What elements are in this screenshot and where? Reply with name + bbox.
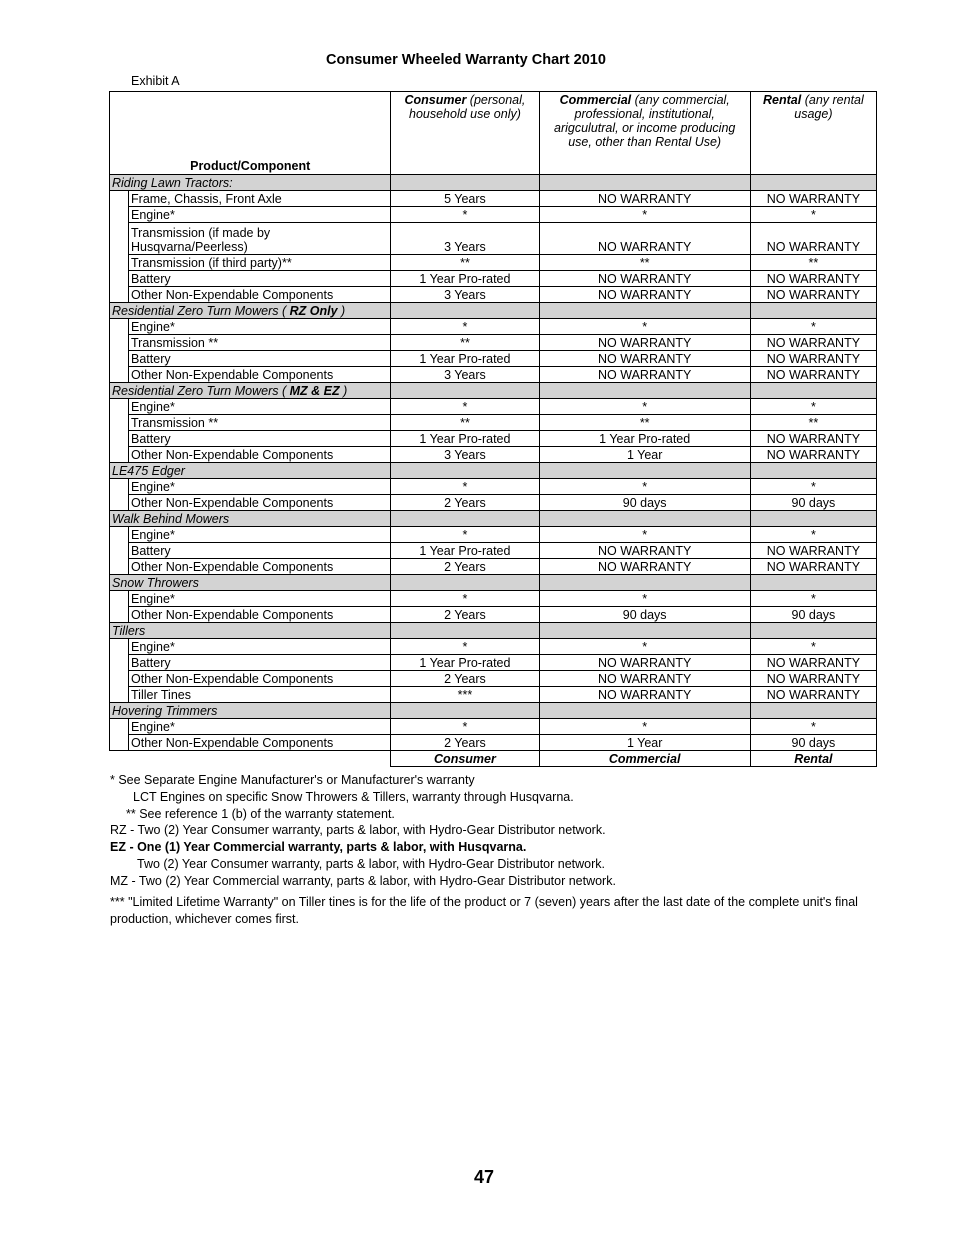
table-row — [110, 735, 877, 751]
section-label — [110, 623, 391, 639]
component-name: Battery — [129, 271, 391, 287]
section-label-model: RZ Only — [289, 304, 338, 318]
rental-warranty-cell: ** — [750, 415, 876, 431]
component-name: Other Non-Expendable Components — [129, 495, 391, 511]
table-row — [110, 543, 877, 559]
component-name: Battery — [129, 543, 391, 559]
table-row — [110, 399, 877, 415]
section-header-row — [110, 463, 877, 479]
rental-warranty-cell: * — [750, 527, 876, 543]
consumer-warranty-cell: ** — [391, 335, 539, 351]
table-header-row — [110, 92, 877, 175]
table-row — [110, 207, 877, 223]
commercial-warranty-cell: NO WARRANTY — [539, 351, 750, 367]
footer-spacer — [110, 751, 391, 767]
section-consumer-cell — [391, 703, 539, 719]
table-row — [110, 367, 877, 383]
rental-warranty-cell: NO WARRANTY — [750, 335, 876, 351]
commercial-warranty-cell: * — [539, 527, 750, 543]
row-indent-cell — [110, 335, 129, 351]
component-name: Engine* — [129, 479, 391, 495]
row-indent-cell — [110, 271, 129, 287]
section-rental-cell — [750, 511, 876, 527]
footnote-rz: RZ - Two (2) Year Consumer warranty, parts & labor, with Hydro-Gear Distributor network. — [110, 823, 606, 838]
commercial-warranty-cell: NO WARRANTY — [539, 335, 750, 351]
table-row — [110, 479, 877, 495]
footnote-engine: * See Separate Engine Manufacturer's or Manufacturer's warranty — [110, 773, 475, 787]
consumer-warranty-cell: 1 Year Pro-rated — [391, 271, 539, 287]
section-label-text: Walk Behind Mowers — [112, 512, 230, 526]
component-name: Other Non-Expendable Components — [129, 735, 391, 751]
commercial-warranty-cell: * — [539, 479, 750, 495]
rental-warranty-cell: NO WARRANTY — [750, 223, 876, 255]
rental-warranty-cell: * — [750, 399, 876, 415]
section-label-text: Residential Zero Turn Mowers ( — [112, 384, 290, 398]
table-row — [110, 527, 877, 543]
row-indent-cell — [110, 479, 129, 495]
rental-warranty-cell: NO WARRANTY — [750, 367, 876, 383]
section-commercial-cell — [539, 303, 750, 319]
row-indent-cell — [110, 223, 129, 255]
footnote-tiller-tines: *** "Limited Lifetime Warranty" on Tiller tines is for the life of the product or 7 (seven) years after the last date of the complete unit's final production, whichever comes first. — [110, 894, 858, 927]
rental-warranty-cell: NO WARRANTY — [750, 271, 876, 287]
consumer-warranty-cell: ** — [391, 415, 539, 431]
component-name: Other Non-Expendable Components — [129, 367, 391, 383]
commercial-warranty-cell: 1 Year — [539, 447, 750, 463]
table-row — [110, 255, 877, 271]
table-row — [110, 655, 877, 671]
rental-warranty-cell: NO WARRANTY — [750, 687, 876, 703]
section-header-row — [110, 383, 877, 399]
column-header-title: Consumer — [404, 93, 467, 107]
component-name: Engine* — [129, 591, 391, 607]
row-indent-cell — [110, 671, 129, 687]
table-row — [110, 351, 877, 367]
commercial-warranty-cell: * — [539, 207, 750, 223]
consumer-warranty-cell: 2 Years — [391, 671, 539, 687]
section-header-row — [110, 511, 877, 527]
rental-warranty-cell: NO WARRANTY — [750, 447, 876, 463]
consumer-warranty-cell: 2 Years — [391, 735, 539, 751]
component-name: Other Non-Expendable Components — [129, 447, 391, 463]
consumer-warranty-cell: * — [391, 319, 539, 335]
rental-warranty-cell: NO WARRANTY — [750, 431, 876, 447]
table-row — [110, 431, 877, 447]
commercial-warranty-cell: NO WARRANTY — [539, 271, 750, 287]
consumer-warranty-cell: * — [391, 399, 539, 415]
component-name: Engine* — [129, 719, 391, 735]
section-label — [110, 575, 391, 591]
consumer-warranty-cell: 5 Years — [391, 191, 539, 207]
consumer-warranty-cell: 2 Years — [391, 495, 539, 511]
section-label-model: MZ & EZ — [289, 384, 340, 398]
table-row — [110, 671, 877, 687]
component-name: Engine* — [129, 207, 391, 223]
row-indent-cell — [110, 543, 129, 559]
table-row — [110, 415, 877, 431]
table-row — [110, 495, 877, 511]
section-label — [110, 463, 391, 479]
rental-warranty-cell: 90 days — [750, 495, 876, 511]
table-row — [110, 719, 877, 735]
consumer-warranty-cell: * — [391, 207, 539, 223]
commercial-warranty-cell: NO WARRANTY — [539, 287, 750, 303]
commercial-warranty-cell: 90 days — [539, 495, 750, 511]
section-commercial-cell — [539, 463, 750, 479]
consumer-warranty-cell: ** — [391, 255, 539, 271]
section-header-row — [110, 703, 877, 719]
column-header-description: (personal, household use only) — [409, 93, 526, 121]
footnote-mz: MZ - Two (2) Year Commercial warranty, parts & labor, with Hydro-Gear Distributor network. — [110, 873, 616, 888]
footnote-ez-consumer: Two (2) Year Consumer warranty, parts & labor, with Hydro-Gear Distributor network. — [137, 856, 605, 871]
component-name: Transmission ** — [129, 335, 391, 351]
section-consumer-cell — [391, 303, 539, 319]
warranty-table — [109, 91, 877, 767]
commercial-warranty-cell: 1 Year Pro-rated — [539, 431, 750, 447]
rental-warranty-cell: NO WARRANTY — [750, 191, 876, 207]
section-rental-cell — [750, 623, 876, 639]
table-row — [110, 335, 877, 351]
commercial-warranty-cell: ** — [539, 415, 750, 431]
component-name: Other Non-Expendable Components — [129, 559, 391, 575]
consumer-warranty-cell: 3 Years — [391, 367, 539, 383]
section-header-row — [110, 623, 877, 639]
rental-warranty-cell: * — [750, 207, 876, 223]
section-label-text: Residential Zero Turn Mowers ( — [112, 304, 290, 318]
row-indent-cell — [110, 655, 129, 671]
commercial-warranty-cell: NO WARRANTY — [539, 559, 750, 575]
component-name: Transmission ** — [129, 415, 391, 431]
row-indent-cell — [110, 687, 129, 703]
table-row — [110, 559, 877, 575]
section-label-text: Hovering Trimmers — [112, 704, 218, 718]
consumer-column-header — [391, 92, 539, 175]
consumer-warranty-cell: 2 Years — [391, 607, 539, 623]
rental-warranty-cell: NO WARRANTY — [750, 655, 876, 671]
consumer-warranty-cell: 3 Years — [391, 447, 539, 463]
footnote-lct-engines: LCT Engines on specific Snow Throwers & Tillers, warranty through Husqvarna. — [133, 789, 574, 804]
component-name: Engine* — [129, 527, 391, 543]
commercial-warranty-cell: NO WARRANTY — [539, 367, 750, 383]
component-name: Battery — [129, 431, 391, 447]
row-indent-cell — [110, 559, 129, 575]
component-name: Other Non-Expendable Components — [129, 607, 391, 623]
page-title: Consumer Wheeled Warranty Chart 2010 — [326, 52, 606, 68]
section-rental-cell — [750, 575, 876, 591]
section-commercial-cell — [539, 511, 750, 527]
row-indent-cell — [110, 415, 129, 431]
row-indent-cell — [110, 607, 129, 623]
rental-warranty-cell: * — [750, 719, 876, 735]
section-commercial-cell — [539, 575, 750, 591]
rental-warranty-cell: * — [750, 319, 876, 335]
table-row — [110, 319, 877, 335]
component-name: Engine* — [129, 639, 391, 655]
section-consumer-cell — [391, 383, 539, 399]
section-commercial-cell — [539, 703, 750, 719]
column-header-title: Commercial — [559, 93, 632, 107]
section-rental-cell — [750, 175, 876, 191]
row-indent-cell — [110, 207, 129, 223]
rental-warranty-cell: * — [750, 479, 876, 495]
footnote-transmission: ** See reference 1 (b) of the warranty statement. — [126, 806, 395, 821]
consumer-warranty-cell: 1 Year Pro-rated — [391, 431, 539, 447]
section-label — [110, 703, 391, 719]
consumer-warranty-cell: * — [391, 591, 539, 607]
rental-column-header — [750, 92, 876, 175]
rental-warranty-cell: NO WARRANTY — [750, 351, 876, 367]
consumer-warranty-cell: 3 Years — [391, 223, 539, 255]
row-indent-cell — [110, 367, 129, 383]
component-name — [129, 223, 391, 255]
table-row — [110, 271, 877, 287]
commercial-warranty-cell: NO WARRANTY — [539, 687, 750, 703]
section-consumer-cell — [391, 175, 539, 191]
section-commercial-cell — [539, 623, 750, 639]
consumer-warranty-cell: 1 Year Pro-rated — [391, 543, 539, 559]
section-label-text: Snow Throwers — [112, 576, 199, 590]
commercial-warranty-cell: ** — [539, 255, 750, 271]
footnotes — [110, 772, 890, 929]
section-commercial-cell — [539, 175, 750, 191]
commercial-warranty-cell: NO WARRANTY — [539, 671, 750, 687]
rental-warranty-cell: NO WARRANTY — [750, 671, 876, 687]
commercial-warranty-cell: 1 Year — [539, 735, 750, 751]
consumer-warranty-cell: *** — [391, 687, 539, 703]
section-header-row — [110, 175, 877, 191]
column-header-description: (any rental usage) — [794, 93, 864, 121]
rental-warranty-cell: 90 days — [750, 735, 876, 751]
column-header-description: (any commercial, professional, institutional, arigculutral, or income producing use, other than Rental Use) — [554, 93, 736, 149]
component-name: Other Non-Expendable Components — [129, 287, 391, 303]
section-label — [110, 175, 391, 191]
exhibit-label: Exhibit A — [131, 74, 180, 88]
commercial-warranty-cell: * — [539, 639, 750, 655]
consumer-warranty-cell: 2 Years — [391, 559, 539, 575]
rental-warranty-cell: * — [750, 639, 876, 655]
section-label-text: Riding Lawn Tractors: — [112, 176, 233, 190]
component-name: Battery — [129, 655, 391, 671]
page-number: 47 — [473, 1167, 495, 1187]
component-name: Battery — [129, 351, 391, 367]
section-header-row — [110, 575, 877, 591]
table-row — [110, 287, 877, 303]
commercial-warranty-cell: NO WARRANTY — [539, 223, 750, 255]
product-component-header: Product/Component — [110, 92, 391, 175]
row-indent-cell — [110, 255, 129, 271]
table-footer-row — [110, 751, 877, 767]
section-label — [110, 303, 391, 319]
component-name-text: Transmission (if made by Husqvarna/Peerless) — [131, 226, 271, 254]
row-indent-cell — [110, 495, 129, 511]
commercial-warranty-cell: NO WARRANTY — [539, 655, 750, 671]
rental-warranty-cell: NO WARRANTY — [750, 543, 876, 559]
commercial-warranty-cell: * — [539, 591, 750, 607]
consumer-warranty-cell: 1 Year Pro-rated — [391, 655, 539, 671]
consumer-warranty-cell: * — [391, 639, 539, 655]
commercial-warranty-cell: NO WARRANTY — [539, 543, 750, 559]
section-label — [110, 383, 391, 399]
row-indent-cell — [110, 431, 129, 447]
section-label-text: Tillers — [112, 624, 146, 638]
rental-warranty-cell: NO WARRANTY — [750, 559, 876, 575]
column-header-title: Rental — [763, 93, 802, 107]
section-rental-cell — [750, 383, 876, 399]
consumer-warranty-cell: 1 Year Pro-rated — [391, 351, 539, 367]
consumer-warranty-cell: * — [391, 527, 539, 543]
rental-warranty-cell: 90 days — [750, 607, 876, 623]
section-rental-cell — [750, 303, 876, 319]
section-label-suffix: ) — [337, 304, 346, 318]
row-indent-cell — [110, 591, 129, 607]
footer-commercial-label: Commercial — [539, 751, 750, 767]
section-rental-cell — [750, 703, 876, 719]
component-name: Other Non-Expendable Components — [129, 671, 391, 687]
row-indent-cell — [110, 399, 129, 415]
row-indent-cell — [110, 287, 129, 303]
section-label-text: LE475 Edger — [112, 464, 185, 478]
table-row — [110, 191, 877, 207]
rental-warranty-cell: * — [750, 591, 876, 607]
consumer-warranty-cell: * — [391, 719, 539, 735]
table-row — [110, 687, 877, 703]
section-rental-cell — [750, 463, 876, 479]
section-consumer-cell — [391, 575, 539, 591]
rental-warranty-cell: NO WARRANTY — [750, 287, 876, 303]
section-label — [110, 511, 391, 527]
row-indent-cell — [110, 639, 129, 655]
rental-warranty-cell: ** — [750, 255, 876, 271]
commercial-column-header — [539, 92, 750, 175]
row-indent-cell — [110, 351, 129, 367]
row-indent-cell — [110, 191, 129, 207]
consumer-warranty-cell: * — [391, 479, 539, 495]
consumer-warranty-cell: 3 Years — [391, 287, 539, 303]
table-row — [110, 639, 877, 655]
section-consumer-cell — [391, 623, 539, 639]
table-row — [110, 447, 877, 463]
footer-consumer-label: Consumer — [391, 751, 539, 767]
row-indent-cell — [110, 735, 129, 751]
commercial-warranty-cell: * — [539, 319, 750, 335]
commercial-warranty-cell: * — [539, 719, 750, 735]
table-row — [110, 591, 877, 607]
section-label-suffix: ) — [339, 384, 348, 398]
row-indent-cell — [110, 447, 129, 463]
section-header-row — [110, 303, 877, 319]
footer-rental-label: Rental — [750, 751, 876, 767]
commercial-warranty-cell: * — [539, 399, 750, 415]
section-consumer-cell — [391, 463, 539, 479]
table-row — [110, 223, 877, 255]
section-commercial-cell — [539, 383, 750, 399]
commercial-warranty-cell: NO WARRANTY — [539, 191, 750, 207]
component-name: Engine* — [129, 319, 391, 335]
row-indent-cell — [110, 719, 129, 735]
component-name: Engine* — [129, 399, 391, 415]
row-indent-cell — [110, 527, 129, 543]
footnote-ez: EZ - One (1) Year Commercial warranty, parts & labor, with Husqvarna. — [110, 840, 527, 855]
row-indent-cell — [110, 319, 129, 335]
table-row — [110, 607, 877, 623]
section-consumer-cell — [391, 511, 539, 527]
component-name: Frame, Chassis, Front Axle — [129, 191, 391, 207]
component-name: Transmission (if third party)** — [129, 255, 391, 271]
commercial-warranty-cell: 90 days — [539, 607, 750, 623]
component-name: Tiller Tines — [129, 687, 391, 703]
